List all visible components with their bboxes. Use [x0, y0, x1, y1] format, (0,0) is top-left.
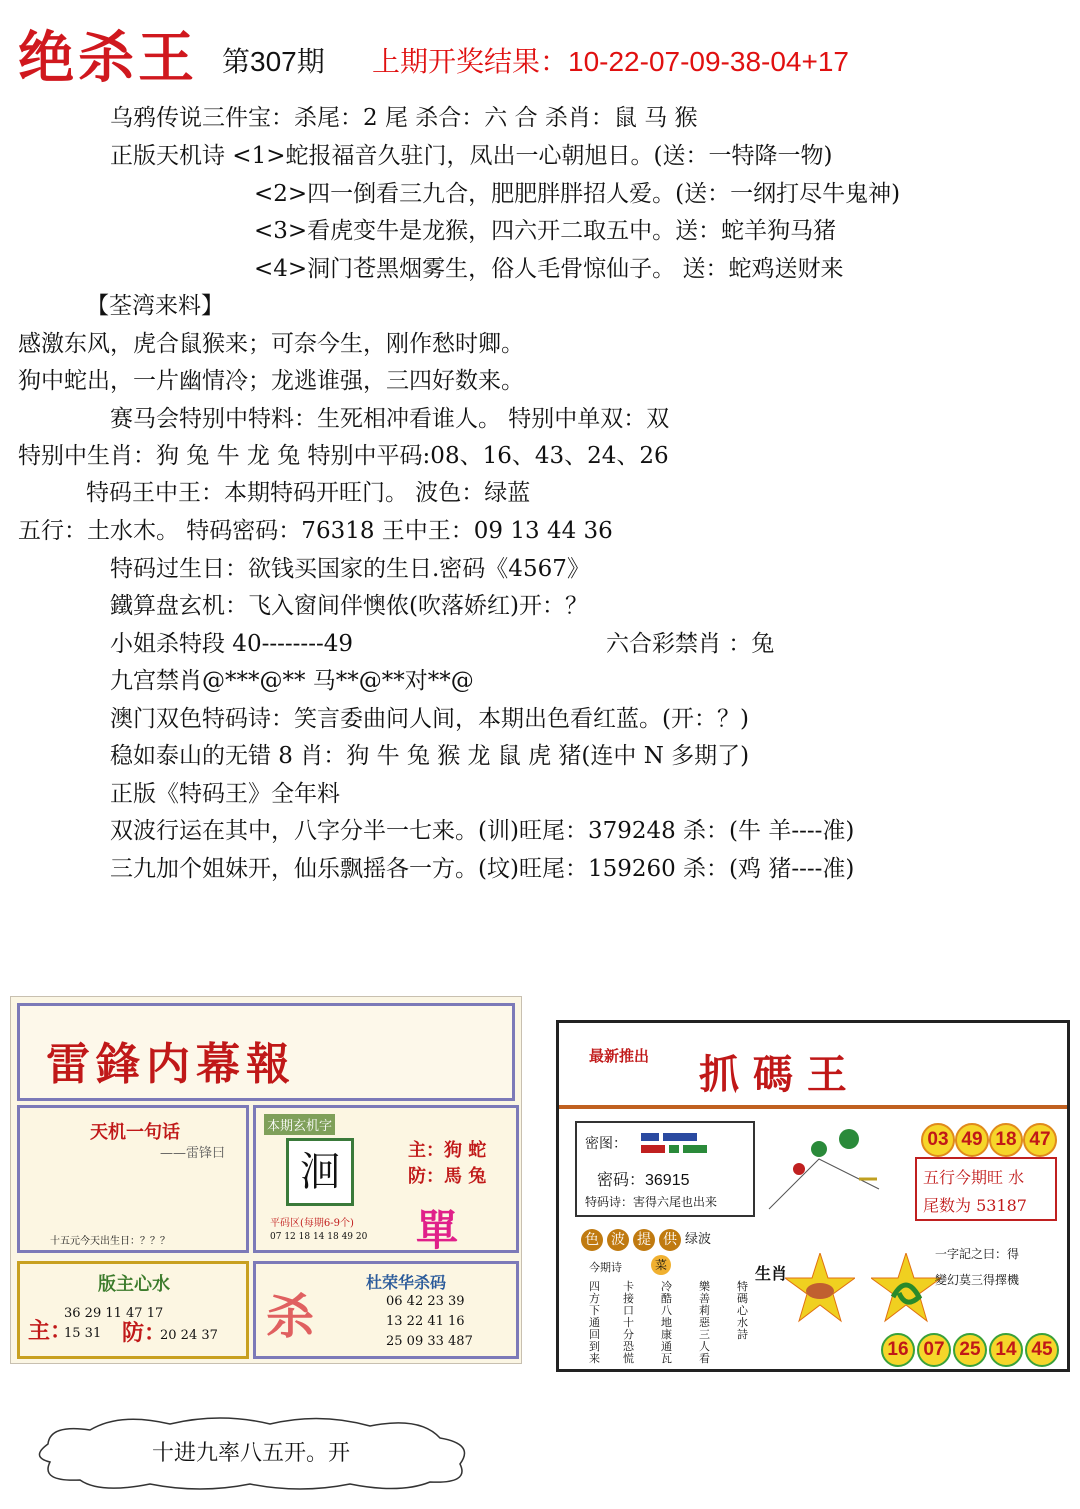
du-row: 25 09 33 487 [386, 1334, 473, 1349]
text-line: 乌鸦传说三件宝：杀尾：2 尾 杀合：六 合 杀肖：鼠 马 猴 [110, 105, 698, 131]
text-line: 赛马会特别中特料：生死相冲看谁人。 特别中单双：双 [110, 406, 670, 432]
leifeng-header [17, 1003, 515, 1101]
jinqi-label: 今期诗 [589, 1261, 622, 1274]
bianhuan: 變幻莫三得擇機 [935, 1273, 1020, 1287]
poem-col: 冷酷八地康通瓦 [661, 1280, 672, 1365]
zhu-nums: 36 29 11 47 17 [64, 1306, 164, 1321]
text-line: 特码王中王：本期特码开旺门。 波色：绿蓝 [86, 480, 531, 506]
bottom-number: 07 [917, 1333, 951, 1367]
xuanji-char: 洄 [286, 1138, 354, 1206]
pingma-nums: 07 12 18 14 18 49 20 [270, 1232, 368, 1242]
poem-col: 卡接口十分恐慌 [623, 1280, 634, 1365]
section-heading: 【荃湾来料】 [86, 293, 224, 319]
text-line: <2>四一倒看三九合，肥肥胖胖招人爱。(送：一纲打尽牛鬼神) [254, 181, 901, 207]
zhu-nums2: 15 31 [64, 1326, 102, 1341]
du-row: 06 42 23 39 [386, 1294, 465, 1309]
mitu-box [575, 1121, 755, 1217]
xuanji-label: 本期玄机字 [264, 1114, 335, 1135]
cloud-bubble [20, 1412, 480, 1494]
banzhu-title: 版主心水 [98, 1274, 170, 1295]
text-line: 狗中蛇出，一片幽情冷；龙逃谁强，三四好数来。 [18, 368, 524, 394]
mitu-logo-icon [637, 1131, 717, 1159]
text-line: 正版《特码王》全年料 [110, 781, 340, 807]
top-number: 03 [921, 1123, 955, 1157]
tianji-sub: ——雷锋曰 [160, 1146, 226, 1161]
text-line: 三九加个姐妹开，仙乐飘摇各一方。(坟)旺尾：159260 杀：(鸡 猪----准) [110, 856, 855, 882]
bose-extra: 绿波 [685, 1232, 712, 1247]
text-line: 澳门双色特码诗：笑言委曲问人间，本期出色看红蓝。(开：？) [110, 706, 749, 732]
text-line: 九宫禁肖@***@** 马**@**对**@ [110, 668, 474, 694]
yizi: 一字記之曰：得 [935, 1247, 1020, 1261]
bottom-number: 14 [989, 1333, 1023, 1367]
text-line: <4>洞门苍黑烟雾生，俗人毛骨惊仙子。 送：蛇鸡送财来 [254, 256, 844, 282]
du-box [253, 1261, 519, 1359]
text-line: 六合彩禁肖 ：兔 [606, 631, 775, 657]
dan-char: 單 [416, 1206, 459, 1255]
fang-label: 防： [122, 1320, 167, 1346]
bose-tag: 提 [633, 1229, 655, 1251]
text-line: 小姐杀特段 40--------49 [110, 631, 354, 657]
leifeng-title: 雷鋒内幕報 [46, 1039, 296, 1090]
zhuama-title: 抓 碼 王 [699, 1051, 847, 1098]
last-result: 上期开奖结果：10-22-07-09-38-04+17 [372, 46, 849, 77]
text-line: 正版天机诗 <1>蛇报福音久驻门，凤出一心朝旭日。(送：一特降一物) [110, 143, 833, 169]
tema-label: 特碼心水詩 [737, 1280, 748, 1341]
text-line: 特别中生肖：狗 兔 牛 龙 兔 特别中平码:08、16、43、24、26 [18, 443, 669, 469]
divider [559, 1105, 1067, 1109]
text-line: 五行：土水木。 特码密码：76318 王中王：09 13 44 36 [18, 518, 613, 544]
text-line: 稳如泰山的无错 8 肖：狗 牛 兔 猴 龙 鼠 虎 猪(连中 N 多期了) [110, 743, 750, 769]
text-line: 双波行运在其中，八字分半一七来。(训)旺尾：379248 杀：(牛 羊----准) [110, 818, 855, 844]
new-release: 最新推出 [589, 1047, 650, 1065]
top-number: 47 [1023, 1123, 1057, 1157]
du-row: 13 22 41 16 [386, 1314, 465, 1329]
poem-col: 四方下通回到来 [589, 1280, 600, 1365]
du-title: 杜荣华杀码 [366, 1273, 447, 1292]
tianji-title: 天机一句话 [90, 1122, 180, 1143]
fang-shengxiao: 防：馬 兔 [408, 1166, 487, 1187]
bose-tag: 色 [581, 1229, 603, 1251]
page-title: 绝杀王 [18, 25, 198, 91]
tianji-footer: 十五元今天出生日：？？？ [50, 1236, 170, 1247]
bottom-number: 16 [881, 1333, 915, 1367]
sha-char: 杀 [266, 1289, 315, 1345]
bottom-number: 25 [953, 1333, 987, 1367]
fang-nums: 20 24 37 [160, 1328, 218, 1343]
zhu-label: 主： [28, 1318, 73, 1344]
banzhu-box [17, 1261, 249, 1359]
wuxing: 五行今期旺 水 [923, 1168, 1025, 1187]
xuanji-box [253, 1105, 519, 1253]
text-line: 感激东风，虎合鼠猴来；可奈今生，刚作愁时卿。 [18, 331, 524, 357]
bose-tag: 供 [659, 1229, 681, 1251]
landscape-image [759, 1119, 889, 1219]
temashi: 特码诗：害得六尾也出来 [585, 1195, 718, 1209]
top-number: 18 [989, 1123, 1023, 1157]
cloud-text: 十进九率八五开。开 [152, 1441, 351, 1466]
pingma-label: 平码区(每期6-9个) [270, 1218, 354, 1229]
text-line: 鐵算盘玄机：飞入窗间伴懊侬(吹落娇红)开：？ [110, 593, 588, 619]
tianji-box [17, 1105, 249, 1253]
mima: 密码：36915 [597, 1172, 690, 1189]
snake-star-icon [871, 1253, 941, 1323]
jinqi-tag: 菜 [651, 1255, 671, 1275]
wuxing-box [915, 1157, 1057, 1221]
weishu: 尾数为 53187 [923, 1196, 1027, 1215]
text-line: <3>看虎变牛是龙猴，四六开二取五中。送：蛇羊狗马猪 [254, 218, 837, 244]
bose-tag: 波 [607, 1229, 629, 1251]
shengxiao-label: 生肖 [755, 1264, 788, 1283]
top-number: 49 [955, 1123, 989, 1157]
ox-star-icon [785, 1253, 855, 1323]
mitu-label: 密图： [585, 1136, 627, 1152]
bose-tags [581, 1229, 711, 1251]
zhu-shengxiao: 主：狗 蛇 [408, 1140, 487, 1161]
issue-number: 第307期 [222, 46, 325, 77]
leifeng-card [10, 996, 522, 1364]
zhuama-card [556, 1020, 1070, 1372]
poem-col: 樂善莉惡三人看 [699, 1280, 710, 1365]
bottom-number: 45 [1025, 1333, 1059, 1367]
text-line: 特码过生日：欲钱买国家的生日.密码《4567》 [110, 556, 590, 582]
